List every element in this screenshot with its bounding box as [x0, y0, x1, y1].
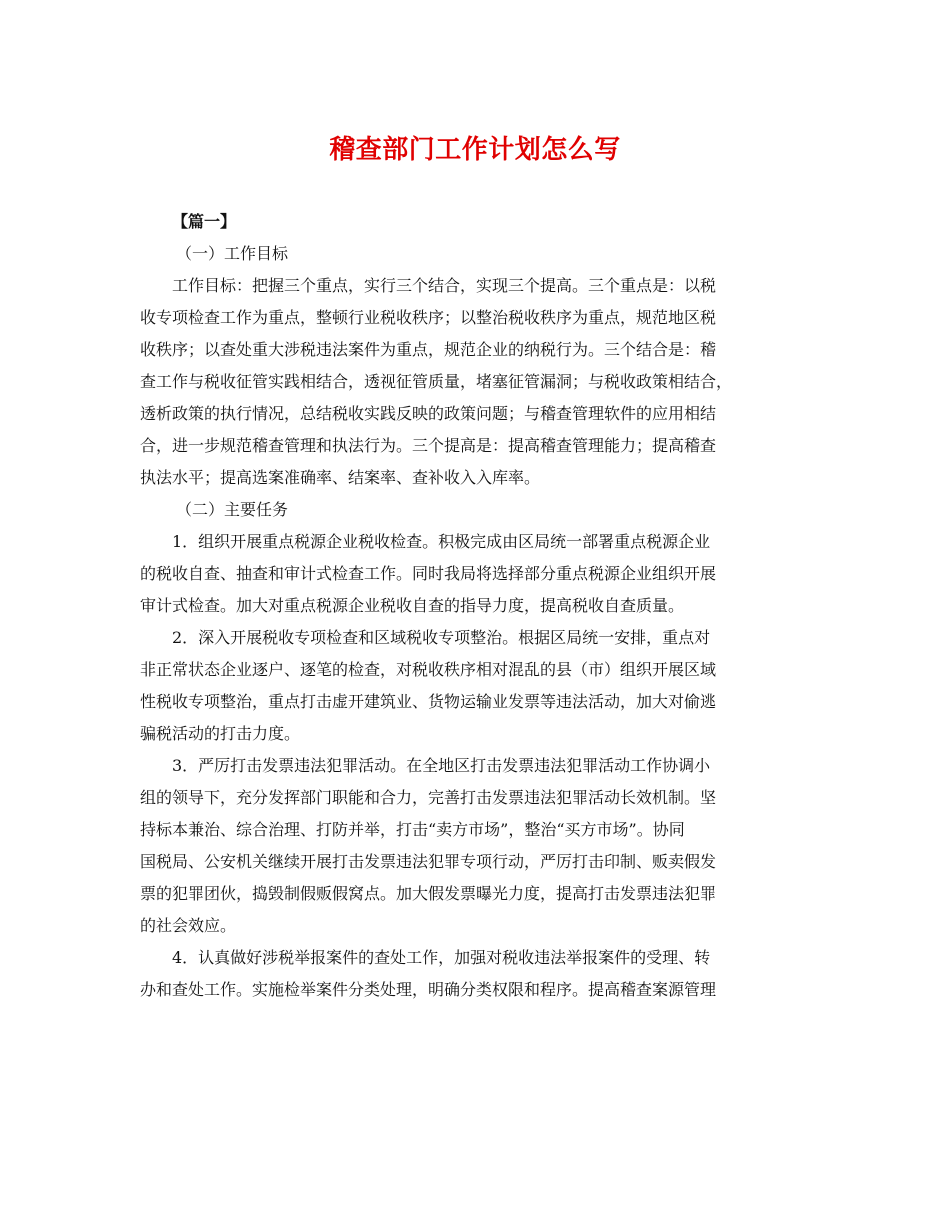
document-title: 稽查部门工作计划怎么写: [329, 135, 621, 165]
paragraph-line: 4．认真做好涉税举报案件的查处工作，加强对税收违法举报案件的受理、转: [172, 948, 711, 967]
document-body: [140, 206, 820, 1006]
paragraph-line: 收专项检查工作为重点，整顿行业税收秩序；以整治税收秩序为重点，规范地区税: [140, 308, 717, 327]
paragraph-line: 组的领导下，充分发挥部门职能和合力，完善打击发票违法犯罪活动长效机制。坚: [140, 788, 717, 807]
paragraph-line: 办和查处工作。实施检举案件分类处理，明确分类权限和程序。提高稽查案源管理: [140, 980, 717, 999]
paragraph-line: 合，进一步规范稽查管理和执法行为。三个提高是：提高稽查管理能力；提高稽查: [140, 436, 717, 455]
paragraph-line: 的社会效应。: [140, 916, 237, 935]
paragraph-line: 持标本兼治、综合治理、打防并举，打击“卖方市场”，整治“买方市场”。协同: [140, 820, 685, 839]
paragraph-line: 透析政策的执行情况，总结税收实践反映的政策问题；与稽查管理软件的应用相结: [140, 404, 717, 423]
paragraph-line: 审计式检查。加大对重点税源企业税收自查的指导力度，提高税收自查质量。: [140, 596, 685, 615]
paragraph-line: 3．严厉打击发票违法犯罪活动。在全地区打击发票违法犯罪活动工作协调小: [172, 756, 711, 775]
section-label: 【篇一】: [172, 212, 237, 231]
paragraph-line: 的税收自查、抽查和审计式检查工作。同时我局将选择部分重点税源企业组织开展: [140, 564, 717, 583]
paragraph-line: 查工作与税收征管实践相结合，透视征管质量，堵塞征管漏洞；与税收政策相结合，: [140, 372, 733, 391]
paragraph-line: 性税收专项整治，重点打击虚开建筑业、货物运输业发票等违法活动，加大对偷逃: [140, 692, 717, 711]
heading-main-tasks: （二）主要任务: [176, 500, 289, 519]
paragraph-line: 1．组织开展重点税源企业税收检查。积极完成由区局统一部署重点税源企业: [172, 532, 711, 551]
paragraph-line: 国税局、公安机关继续开展打击发票违法犯罪专项行动，严厉打击印制、贩卖假发: [140, 852, 717, 871]
paragraph-line: 工作目标：把握三个重点，实行三个结合，实现三个提高。三个重点是：以税: [172, 276, 717, 295]
paragraph-line: 执法水平；提高选案准确率、结案率、查补收入入库率。: [140, 468, 541, 487]
paragraph-line: 2．深入开展税收专项检查和区域税收专项整治。根据区局统一安排，重点对: [172, 628, 711, 647]
paragraph-line: 票的犯罪团伙，捣毁制假贩假窝点。加大假发票曝光力度，提高打击发票违法犯罪: [140, 884, 717, 903]
paragraph-line: 收秩序；以查处重大涉税违法案件为重点，规范企业的纳税行为。三个结合是：稽: [140, 340, 717, 359]
paragraph-line: 非正常状态企业逐户、逐笔的检查，对税收秩序相对混乱的县（市）组织开展区域: [140, 660, 717, 679]
paragraph-line: 骗税活动的打击力度。: [140, 724, 301, 743]
heading-work-goal: （一）工作目标: [176, 244, 289, 263]
